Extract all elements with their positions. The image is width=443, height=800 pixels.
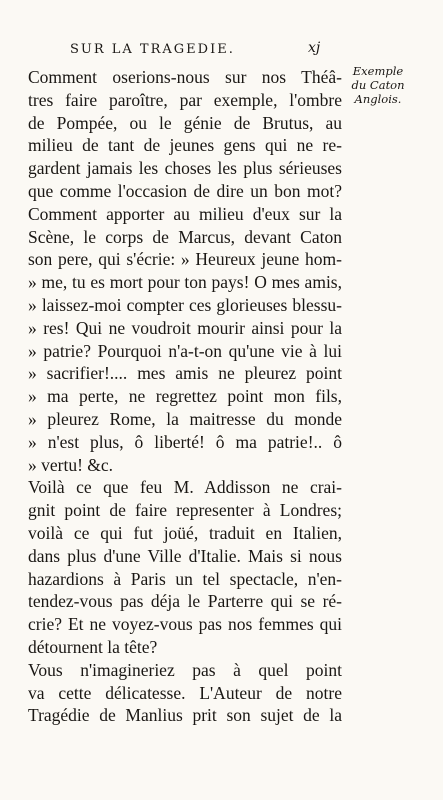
margin-note-line: Exemple [352, 64, 404, 78]
text-line: » ma perte, ne regrettez point mon fils, [28, 386, 342, 407]
text-line: Tragédie de Manlius prit son sujet de la [28, 705, 342, 726]
margin-note-line: Anglois. [354, 92, 402, 106]
margin-note-line: du Caton [351, 78, 405, 92]
text-line: Comment apporter au milieu d'eux sur la [28, 203, 342, 224]
text-line: tendez-vous pas déja le Parterre qui se ré- [28, 591, 342, 612]
text-line: Voilà ce que feu M. Addisson ne crai- [28, 477, 342, 498]
text-line: » pleurez Rome, la maitresse du monde [28, 408, 342, 429]
text-line: Vous n'imagineriez pas à quel point [28, 659, 342, 680]
text-line: » laissez-moi compter ces glorieuses blessu- [28, 294, 342, 315]
text-line: Scène, le corps de Marcus, devant Caton [28, 226, 342, 247]
margin-note [348, 64, 408, 106]
text-line: » me, tu es mort pour ton pays! O mes amis, [28, 272, 342, 293]
text-line: Comment oserions-nous sur nos Théâ- [28, 67, 342, 87]
text-line: milieu de tant de jeunes gens qui ne re- [28, 135, 342, 156]
running-title: SUR LA TRAGEDIE. [70, 42, 235, 57]
text-line: tres faire paroître, par exemple, l'ombre [28, 89, 342, 110]
text-line: » vertu! &c. [28, 454, 114, 475]
text-line: » patrie? Pourquoi n'a-t-on qu'une vie à lui [28, 340, 342, 361]
text-line: gnit point de faire representer à Londres; [28, 500, 342, 521]
text-line: crie? Et ne voyez-vous pas nos femmes qui [28, 614, 342, 635]
text-line: voilà ce qui fut joüé, traduit en Italien, [28, 522, 342, 543]
text-line: » res! Qui ne voudroit mourir ainsi pour la [28, 317, 342, 338]
body-text [28, 66, 342, 727]
page-number: xj [308, 40, 321, 56]
text-line: son pere, qui s'écrie: » Heureux jeune hom- [28, 249, 342, 270]
text-line: que comme l'occasion de dire un bon mot? [28, 180, 342, 201]
text-line: va cette délicatesse. L'Auteur de notre [28, 682, 342, 703]
text-line: dans plus d'une Ville d'Italie. Mais si nous [28, 545, 342, 566]
text-line: détournent la tête? [28, 636, 158, 657]
text-line: » n'est plus, ô liberté! ô ma patrie!.. ô [28, 431, 342, 452]
text-line: » sacrifier!.... mes amis ne pleurez point [28, 363, 342, 384]
text-line: hazardions à Paris un tel spectacle, n'en- [28, 568, 342, 589]
text-line: de Pompée, ou le génie de Brutus, au [28, 112, 342, 133]
text-line: gardent jamais les choses les plus sérieuses [28, 158, 342, 179]
